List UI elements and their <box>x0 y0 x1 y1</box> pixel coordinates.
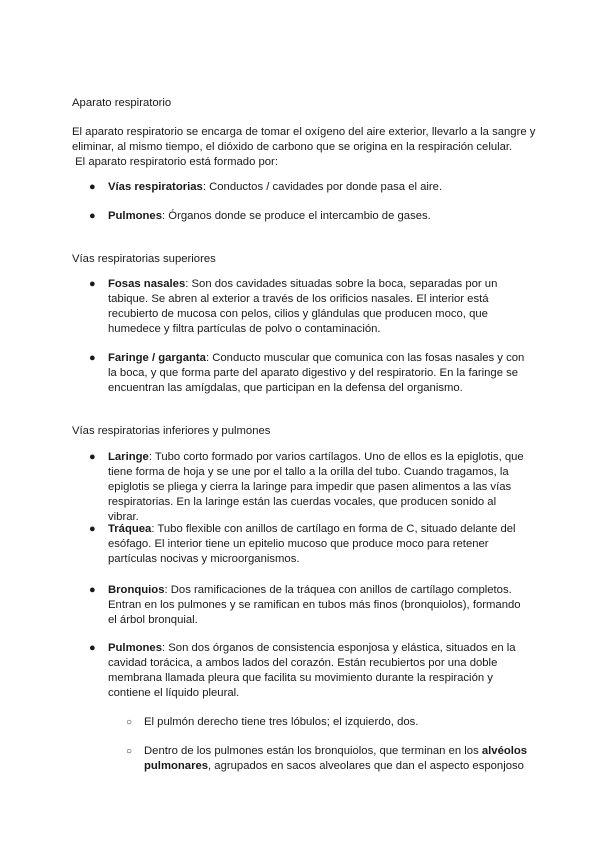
section-heading-upper: Vías respiratorias superiores <box>72 253 216 265</box>
list-item-term: Pulmones <box>108 210 162 222</box>
sub-list-item <box>126 715 534 730</box>
sub-list-item-term: alvéolos pulmonares <box>144 745 528 772</box>
bullet-icon: ● <box>89 181 96 193</box>
bullet-icon: ● <box>89 352 96 364</box>
list-item <box>89 351 528 396</box>
list-item-term: Tráquea <box>108 523 152 535</box>
bullet-icon: ● <box>89 210 96 222</box>
list-item-text: : Tubo flexible con anillos de cartílago en forma de C, situado delante del esófago. El interior tiene un epitelio mucoso que produce moco para retener partículas nocivas y microorganismos. <box>108 523 516 565</box>
bullet-icon: ● <box>89 584 96 596</box>
section-heading-lower: Vías respiratorias inferiores y pulmones <box>72 425 271 437</box>
list-item-text: : Órganos donde se produce el intercambio de gases. <box>162 210 431 222</box>
circle-bullet-icon: ○ <box>126 746 133 757</box>
sub-list-item <box>126 744 534 774</box>
bullet-icon: ● <box>89 278 96 290</box>
list-item-term: Laringe <box>108 451 149 463</box>
list-item <box>89 583 528 628</box>
list-item-text: : Son dos cavidades situadas sobre la boca, separadas por un tabique. Se abren al exterior a través de los orificios nasales. El interior está recubierto de mucosa con pelos, cilios y glándulas que producen moco, que humedece y filtra partículas de polvo o contaminación. <box>108 278 498 335</box>
list-item-term: Fosas nasales <box>108 278 186 290</box>
list-item-text: : Conductos / cavidades por donde pasa el aire. <box>202 181 443 193</box>
list-item-text: : Conducto muscular que comunica con las fosas nasales y con la boca, y que forma parte del aparato digestivo y del respiratorio. En la faringe se encuentran las amígdalas, que participan en la defensa del organismo. <box>108 352 525 394</box>
sub-list-item-text-end: , agrupados en sacos alveolares que dan el aspecto esponjoso <box>208 760 524 772</box>
document-title: Aparato respiratorio <box>72 97 172 109</box>
list-item <box>89 522 528 567</box>
list-item <box>89 180 528 195</box>
circle-bullet-icon: ○ <box>126 717 133 728</box>
sub-list-item-text: El pulmón derecho tiene tres lóbulos; el izquierdo, dos. <box>144 716 419 728</box>
intro-line-1: El aparato respiratorio se encarga de tomar el oxígeno del aire exterior, llevarlo a la sangre y eliminar, al mismo tiempo, el dióxido de carbono que se origina en la respiración celular. <box>72 126 536 153</box>
list-item-term: Bronquios <box>108 584 165 596</box>
bullet-icon: ● <box>89 523 96 535</box>
intro-line-2: El aparato respiratorio está formado por: <box>72 156 278 168</box>
list-item <box>89 450 528 525</box>
list-item-term: Vías respiratorias <box>108 181 203 193</box>
intro-paragraph <box>72 125 536 170</box>
bullet-icon: ● <box>89 642 96 654</box>
list-item-text: : Son dos órganos de consistencia esponjosa y elástica, situados en la cavidad torácica, a ambos lados del corazón. Están recubiertos por una doble membrana llamada pleura que facilita su movimiento durante la respiración y contiene el líquido pleural. <box>108 642 516 699</box>
list-item <box>89 641 528 701</box>
list-item-text: : Dos ramificaciones de la tráquea con anillos de cartílago completos. Entran en los pulmones y se ramifican en tubos más finos (bronquiolos), formando el árbol bronquial. <box>108 584 521 626</box>
list-item-term: Pulmones <box>108 642 162 654</box>
sub-list-item-text: Dentro de los pulmones están los bronquiolos, que terminan en los <box>144 745 482 757</box>
list-item <box>89 209 528 224</box>
list-item-term: Faringe / garganta <box>108 352 206 364</box>
list-item-text: : Tubo corto formado por varios cartílagos. Uno de ellos es la epiglotis, que tiene forma de hoja y se une por el tallo a la orilla del tubo. Cuando tragamos, la epiglotis se pliega y cierra la laringe para impedir que pasen alimentos a las vías respiratorias. En la laringe están las cuerdas vocales, que producen sonido al vibrar. <box>108 451 524 523</box>
list-item <box>89 277 528 337</box>
bullet-icon: ● <box>89 451 96 463</box>
